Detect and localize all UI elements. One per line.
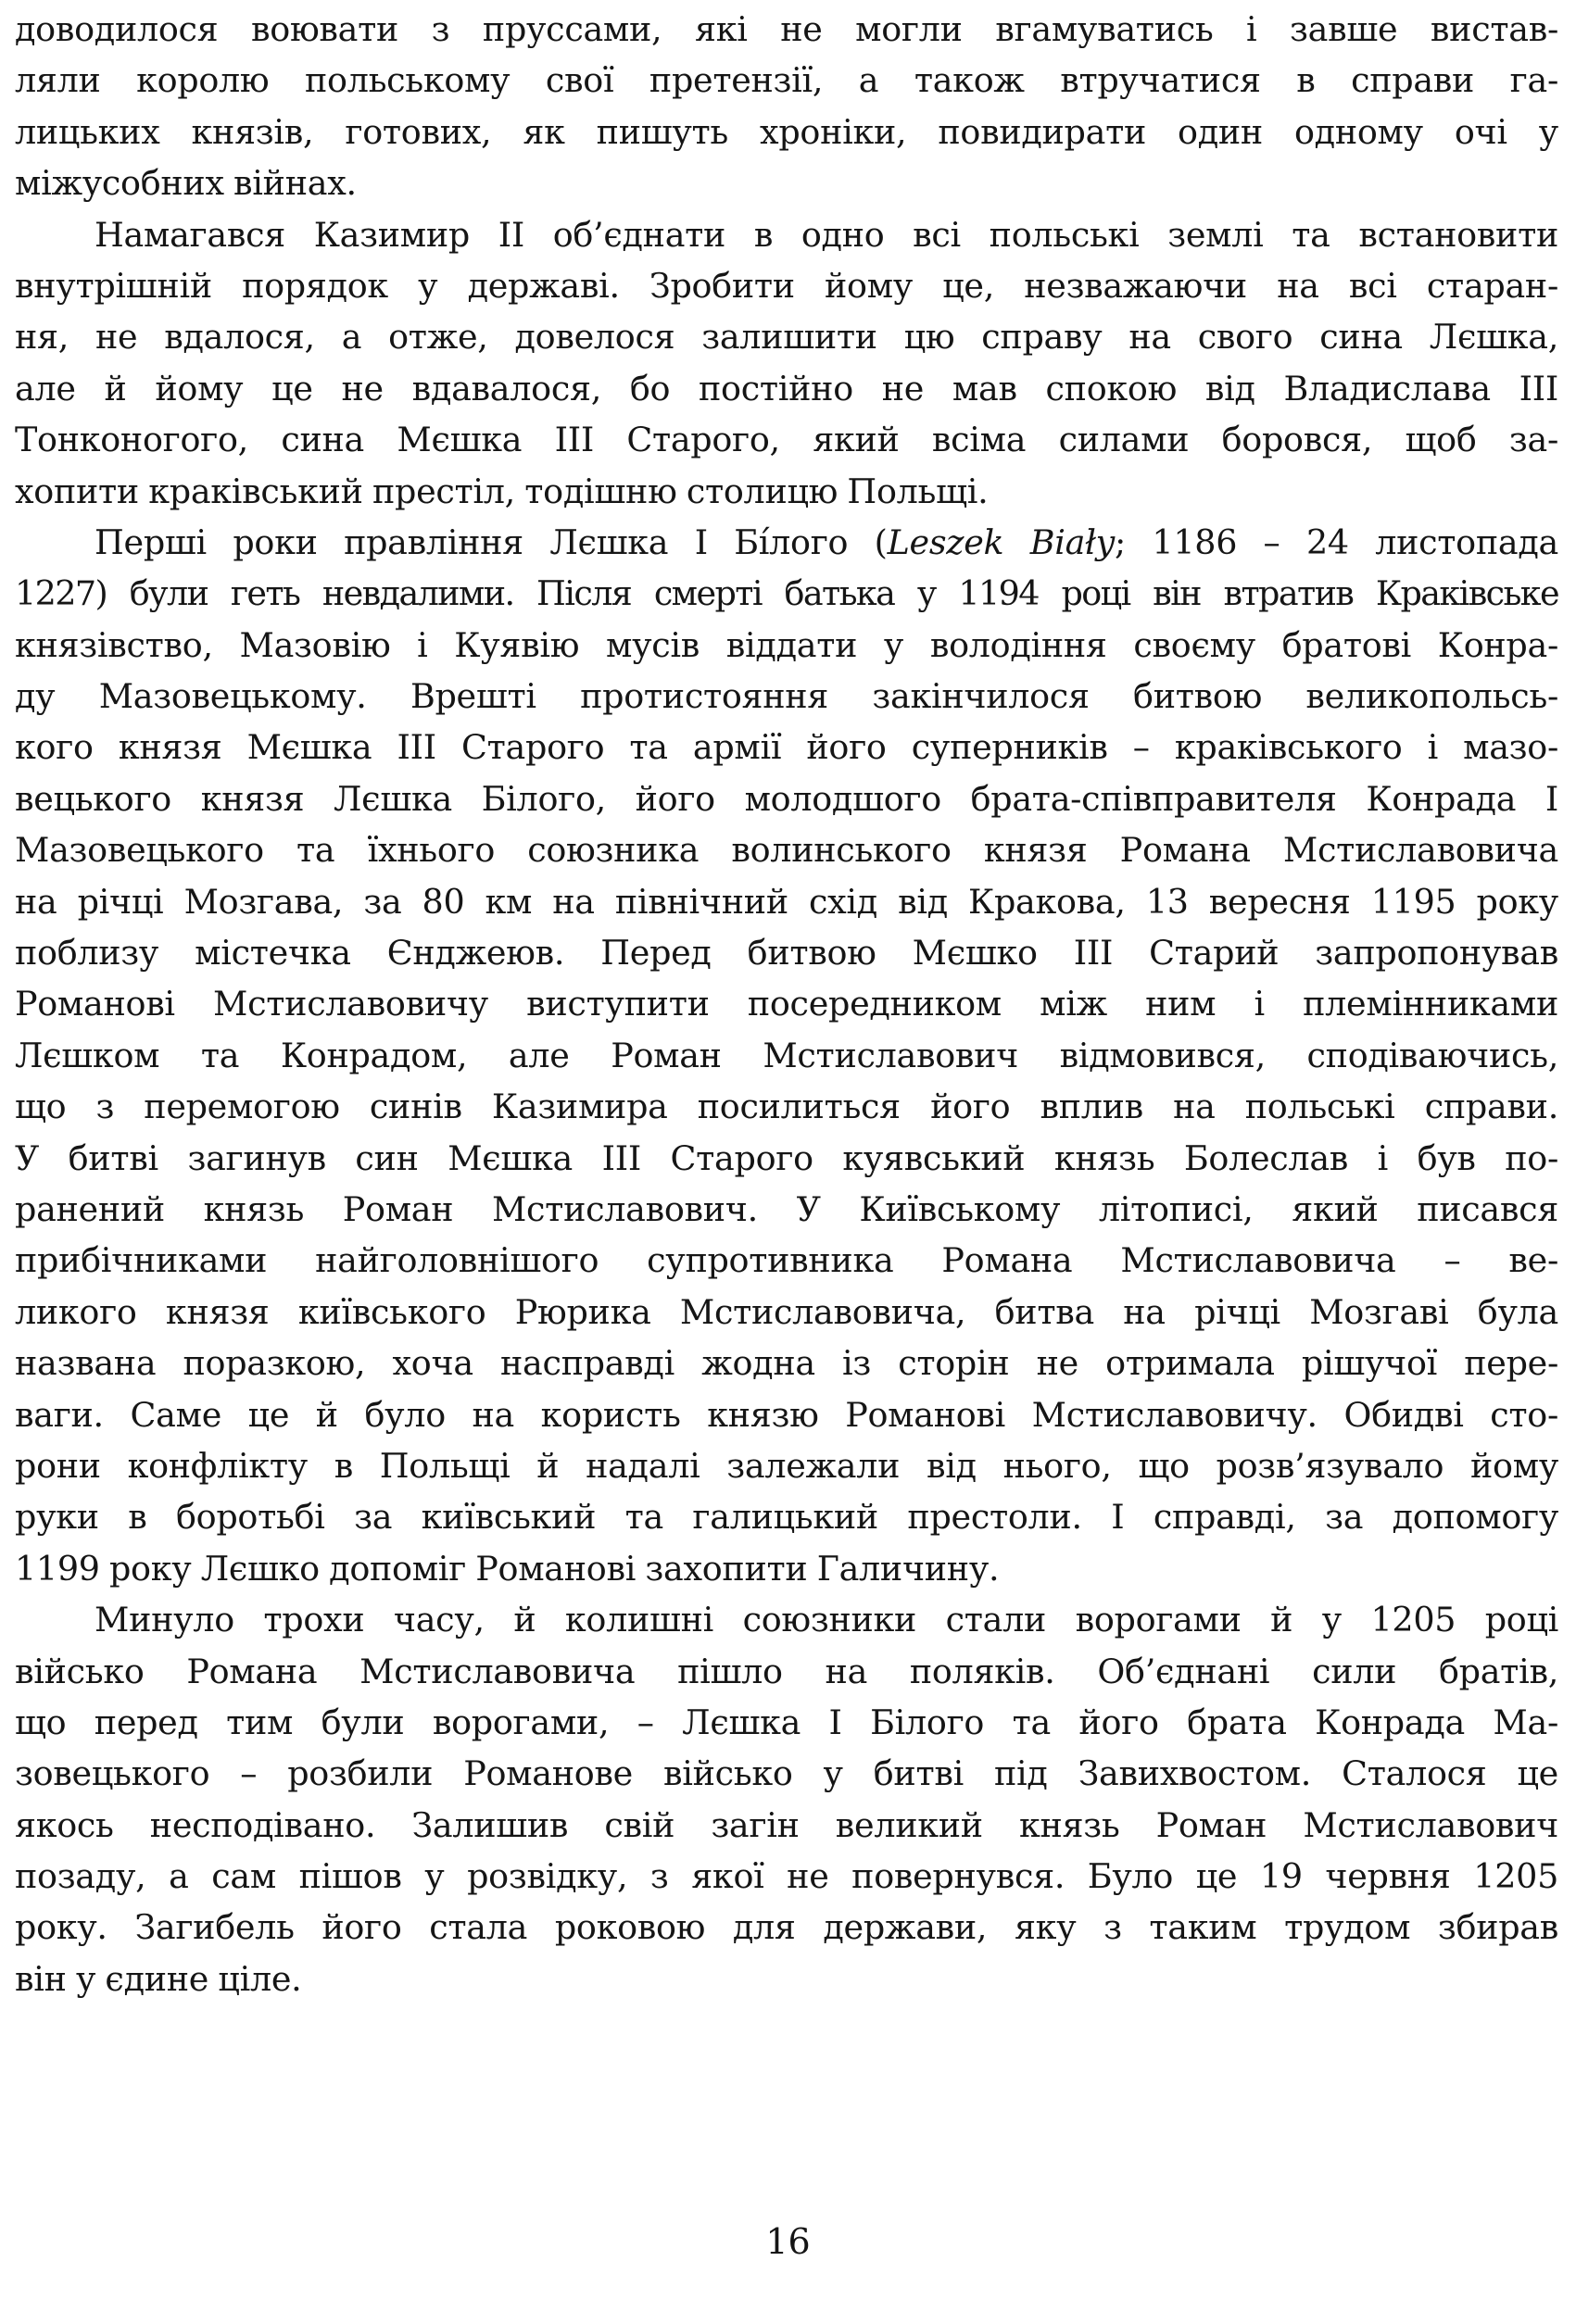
text-line: 1199 року Лєшко допоміг Романові захопити Галичину.	[15, 1548, 1000, 1589]
text-line: ранений князь Роман Мстиславович. У Київському літописі, який писався	[15, 1188, 1558, 1229]
text-line: ляли королю польському свої претензії, а також втручатися в справи га-	[15, 60, 1558, 101]
paragraph-1	[15, 4, 1558, 209]
text-line: Лєшком та Конрадом, але Роман Мстиславович відмовився, сподіваючись,	[15, 1035, 1558, 1075]
text-line: вецького князя Лєшка Білого, його молодшого брата-співправителя Конрада I	[15, 778, 1558, 819]
page-number: 16	[765, 2221, 811, 2262]
text-line: ваги. Саме це й було на користь князю Романові Мстиславовичу. Обидві сто-	[15, 1394, 1558, 1435]
text-line: 1227) були геть невдалими. Після смерті батька у 1194 році він втратив Краківське	[15, 573, 1558, 614]
paragraph-4	[15, 1594, 1558, 2004]
paragraph-3	[15, 517, 1558, 1594]
text-line: ликого князя київського Рюрика Мстиславовича, битва на річці Мозгаві була	[15, 1291, 1558, 1332]
text-line: позаду, а сам пішов у розвідку, з якої не повернувся. Було це 19 червня 1205	[15, 1856, 1558, 1897]
text-line: руки в боротьбі за київський та галицький престоли. І справді, за допомогу	[15, 1497, 1558, 1538]
text-line: але й йому це не вдавалося, бо постійно не мав спокою від Владислава III	[15, 368, 1558, 408]
text-line: прибічниками найголовнішого супротивника Романа Мстиславовича – ве-	[15, 1240, 1558, 1281]
text-line: Мазовецького та їхнього союзника волинського князя Романа Мстиславовича	[15, 830, 1558, 871]
text-line: У битві загинув син Мєшка III Старого куявський князь Болеслав і був по-	[15, 1137, 1558, 1178]
text-line: хопити краківський престіл, тодішню столицю Польщі.	[15, 471, 989, 511]
text-segment: Перші роки правління Лєшка І Бі́лого (	[95, 521, 888, 562]
text-line: названа поразкою, хоча насправді жодна із сторін не отримала рішучої пере-	[15, 1343, 1558, 1384]
body-text	[15, 4, 1558, 2004]
text-line: ду Мазовецькому. Врешті протистояння закінчилося битвою великопольсь-	[15, 676, 1558, 717]
text-line: Минуло трохи часу, й колишні союзники стали ворогами й у 1205 році	[95, 1600, 1558, 1640]
text-line: Тонконогого, сина Мєшка III Старого, який всіма силами боровся, щоб за-	[15, 420, 1558, 460]
text-line: року. Загибель його стала роковою для держави, яку з таким трудом збирав	[15, 1907, 1558, 1948]
text-line-with-italic	[15, 517, 1558, 568]
text-line: ня, не вдалося, а отже, довелося залишити цю справу на свого сина Лєшка,	[15, 317, 1558, 358]
text-line: на річці Мозгава, за 80 км на північний схід від Кракова, 13 вересня 1195 року	[15, 881, 1558, 922]
text-line: доводилося воювати з пруссами, які не могли вгамуватись і завше вистав-	[15, 9, 1558, 49]
text-segment: ; 1186 – 24 листопада	[1114, 521, 1558, 562]
text-line: рони конфлікту в Польщі й надалі залежали від нього, що розв’язувало йому	[15, 1445, 1558, 1486]
text-line: Намагався Казимир II об’єднати в одно всі польські землі та встановити	[95, 214, 1558, 255]
text-line: якось несподівано. Залишив свій загін великий князь Роман Мстиславович	[15, 1804, 1558, 1845]
text-line: він у єдине ціле.	[15, 1958, 302, 1999]
text-line: що перед тим були ворогами, – Лєшка І Білого та його брата Конрада Ма-	[15, 1702, 1558, 1742]
text-line: зовецького – розбили Романове військо у битві під Завихвостом. Сталося це	[15, 1753, 1558, 1794]
text-line: військо Романа Мстиславовича пішло на поляків. Об’єднані сили братів,	[15, 1651, 1558, 1691]
text-line: кого князя Мєшка III Старого та армії його суперників – краківського і мазо-	[15, 727, 1558, 768]
paragraph-2	[15, 209, 1558, 517]
italic-latin-name: Leszek Biały	[887, 521, 1115, 562]
text-line: князівство, Мазовію і Куявію мусів віддати у володіння своєму братові Конра-	[15, 624, 1558, 665]
text-line: поблизу містечка Єнджеюв. Перед битвою Мєшко III Старий запропонував	[15, 933, 1558, 974]
text-line: лицьких князів, готових, як пишуть хроніки, повидирати один одному очі у	[15, 111, 1558, 152]
text-line: міжусобних війнах.	[15, 163, 357, 204]
text-line: внутрішній порядок у державі. Зробити йому це, незважаючи на всі старан-	[15, 265, 1558, 306]
text-line: Романові Мстиславовичу виступити посередником між ним і племінниками	[15, 984, 1558, 1024]
text-line: що з перемогою синів Казимира посилиться його вплив на польські справи.	[15, 1087, 1558, 1127]
